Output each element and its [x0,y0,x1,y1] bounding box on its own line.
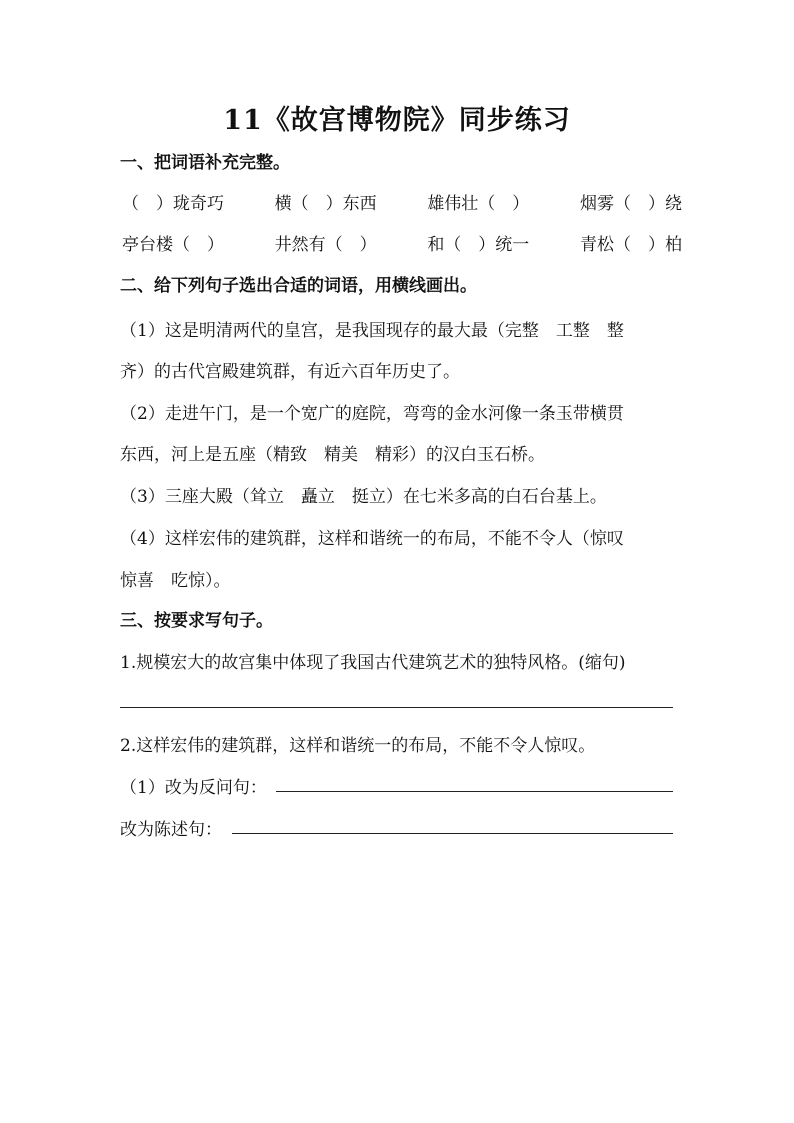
word-item: 烟雾（ ）绕 [579,194,682,214]
word-row-1 [122,189,682,214]
word-row-2 [122,230,682,255]
question-2-3-line-1: （3）三座大殿（耸立 矗立 挺立）在七米多高的白石台基上。 [120,487,607,507]
section1-heading: 一、把词语补充完整。 [120,153,290,173]
answer-line-3-2-2[interactable] [232,833,673,834]
question-2-1-line-1: （1）这是明清两代的皇宫，是我国现存的最大最（完整 工整 整 [120,321,624,341]
word-item: 雄伟壮（ ） [427,194,530,214]
word-item: （ ）珑奇巧 [122,194,224,214]
word-item: 井然有（ ） [274,235,377,255]
page-title: 11《故宫博物院》同步练习 [223,105,571,136]
question-2-4-line-1: （4）这样宏伟的建筑群，这样和谐统一的布局，不能不令人（惊叹 [120,529,624,549]
word-item: 亭台楼（ ） [122,235,224,255]
question-2-1-line-2: 齐）的古代宫殿建筑群，有近六百年历史了。 [120,362,460,382]
section3-heading: 三、按要求写句子。 [120,611,273,631]
section2-heading: 二、给下列句子选出合适的词语，用横线画出。 [120,276,477,296]
answer-line-3-1[interactable] [120,707,673,708]
question-3-1: 1.规模宏大的故宫集中体现了我国古代建筑艺术的独特风格。(缩句) [120,653,626,673]
word-item: 横（ ）东西 [274,194,377,214]
question-2-2-line-1: （2）走进午门，是一个宽广的庭院，弯弯的金水河像一条玉带横贯 [120,404,624,424]
word-item: 青松（ ）柏 [579,235,682,255]
question-2-2-line-2: 东西，河上是五座（精致 精美 精彩）的汉白玉石桥。 [120,445,545,465]
question-3-2-sub-2-label: 改为陈述句： [120,820,222,840]
question-3-2: 2.这样宏伟的建筑群，这样和谐统一的布局，不能不令人惊叹。 [120,736,596,756]
question-3-2-sub-1-label: （1）改为反问句： [120,778,267,798]
answer-line-3-2-1[interactable] [276,791,673,792]
word-item: 和（ ）统一 [427,235,530,255]
question-2-4-line-2: 惊喜 吃惊）。 [120,571,231,591]
